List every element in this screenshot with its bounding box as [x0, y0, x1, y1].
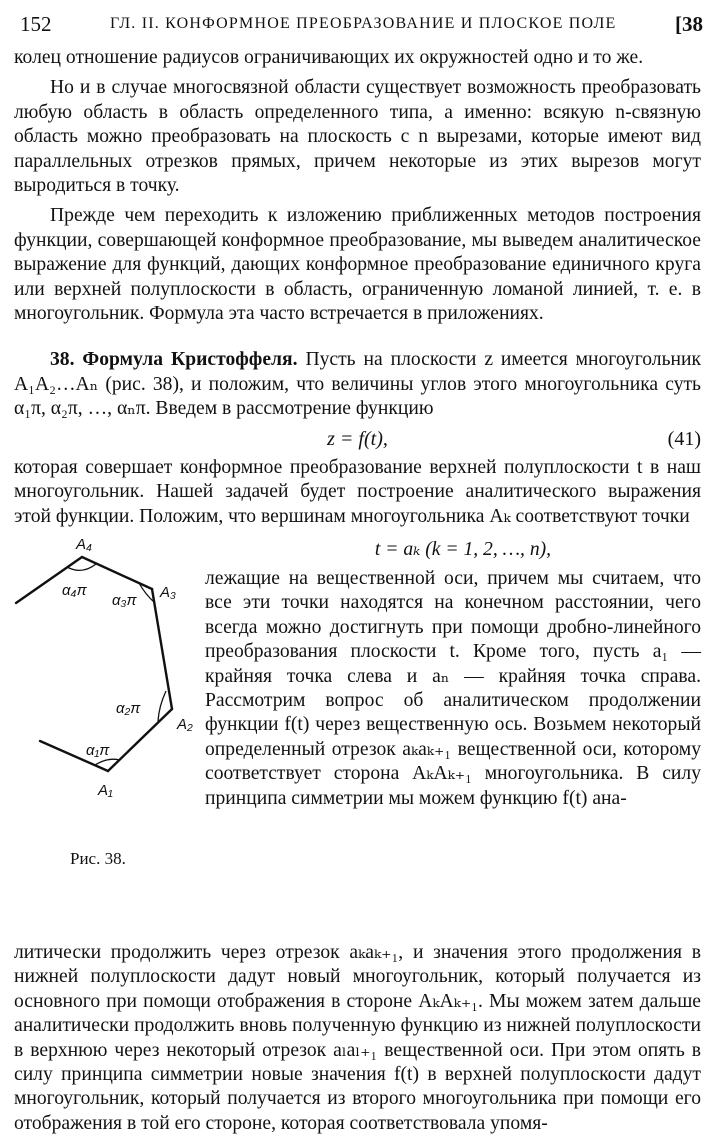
figure-wrap: [14, 533, 701, 941]
page-number: 152: [20, 12, 52, 36]
label-alpha1: α₁π: [86, 741, 110, 759]
figure-38: [14, 533, 199, 839]
edge-a3-a2: [152, 589, 172, 709]
running-title: ГЛ. II. КОНФОРМНОЕ ПРЕОБРАЗОВАНИЕ И ПЛОСКОЕ ПОЛЕ: [110, 15, 617, 32]
equation-number: (41): [667, 427, 701, 450]
polygon-diagram: [14, 533, 199, 839]
label-a2: A₂: [177, 715, 193, 733]
paragraph: Прежде чем переходить к изложению приближенных методов построения функции, совершающей конформное преобразование, мы выведем аналитическое выражение для функций, дающих конформное преобразование единичного круга или верхней полуплоскости в область, ограниченную ломаной линией, т. е. в многоугольник. Формула эта часто встречается в приложениях.: [14, 205, 701, 325]
label-a1: A₁: [98, 781, 113, 799]
edge-a4-a3: [82, 557, 152, 589]
figure-caption: Рис. 38.: [70, 848, 126, 868]
paragraph: Но и в случае многосвязной области существует возможность преобразовать любую область в область определенного типа, а именно: всякую n-связную область можно преобразовать на плоскость с n вырезами, которые имеют вид параллельных отрезков прямых, причем некоторые из этих вырезов могут выродиться в точку.: [14, 77, 701, 197]
paragraph: которая совершает конформное преобразование верхней полуплоскости t в наш многоугольник. Нашей задачей будет построение аналитического выражения этой функции. Положим, что вершинам многоугольника Aₖ соответствуют точки: [14, 456, 701, 527]
label-alpha4: α₄π: [62, 581, 87, 599]
paragraph: колец отношение радиусов ограничивающих их окружностей одно и то же.: [14, 47, 644, 68]
label-a4: A₄: [76, 535, 93, 553]
paragraph: литически продолжить через отрезок aₖaₖ₊₁, и значения этого продолжения в нижней полуплоскости дадут новый многоугольник, который получается из основного при помощи отображения в стороне AₖAₖ₊₁. Мы можем затем дальше аналитически продолжить вновь полученную функцию из нижней полуплоскости в верхнюю через некоторый отрезок aₗaₗ₊₁ вещественной оси. При этом опять в силу принципа симметрии новые значения f(t) в верхней полуплоскости дадут многоугольник, который получается из второго многоугольника при помощи его отображения в той его стороне, которая соответствовала упомя-: [14, 941, 701, 1134]
equation-points: t = aₖ (k = 1, 2, …, n),: [374, 538, 552, 560]
section-marker: [38: [675, 12, 703, 36]
equation-41: [14, 422, 701, 456]
wrapped-text: [205, 533, 701, 811]
section-paragraph: [14, 348, 701, 421]
label-a3: A₃: [160, 583, 176, 601]
paragraph-text: Пусть на плоскости z имеется многоугольник A₁A₂…Aₙ (рис. 38), и положим, что величины углов этого многоугольника суть α₁π, α₂π, …, αₙπ. Введем в рассмотрение функцию: [14, 349, 701, 420]
edge-a2-a1: [108, 709, 172, 771]
label-alpha2: α₂π: [116, 699, 141, 717]
main-text: [14, 46, 701, 1136]
page-header: [14, 6, 705, 34]
section-heading: 38. Формула Кристоффеля.: [50, 349, 298, 371]
equation-body: z = f(t),: [327, 427, 388, 450]
label-alpha3: α₃π: [112, 591, 137, 609]
paragraph: лежащие на вещественной оси, причем мы считаем, что все эти точки находятся на конечном расстоянии, чего всегда можно достигнуть при помощи дробно-линейного преобразования плоскости t. Кроме того, пусть a₁ — крайняя точка слева и aₙ — крайняя точка справа. Рассмотрим вопрос об аналитическом продолжении функции f(t) через вещественную ось. Возьмем некоторый определенный отрезок aₖaₖ₊₁ вещественной оси, которому соответствует сторона AₖAₖ₊₁ многоугольника. В силу принципа симметрии мы можем функцию f(t) ана-: [205, 567, 701, 809]
